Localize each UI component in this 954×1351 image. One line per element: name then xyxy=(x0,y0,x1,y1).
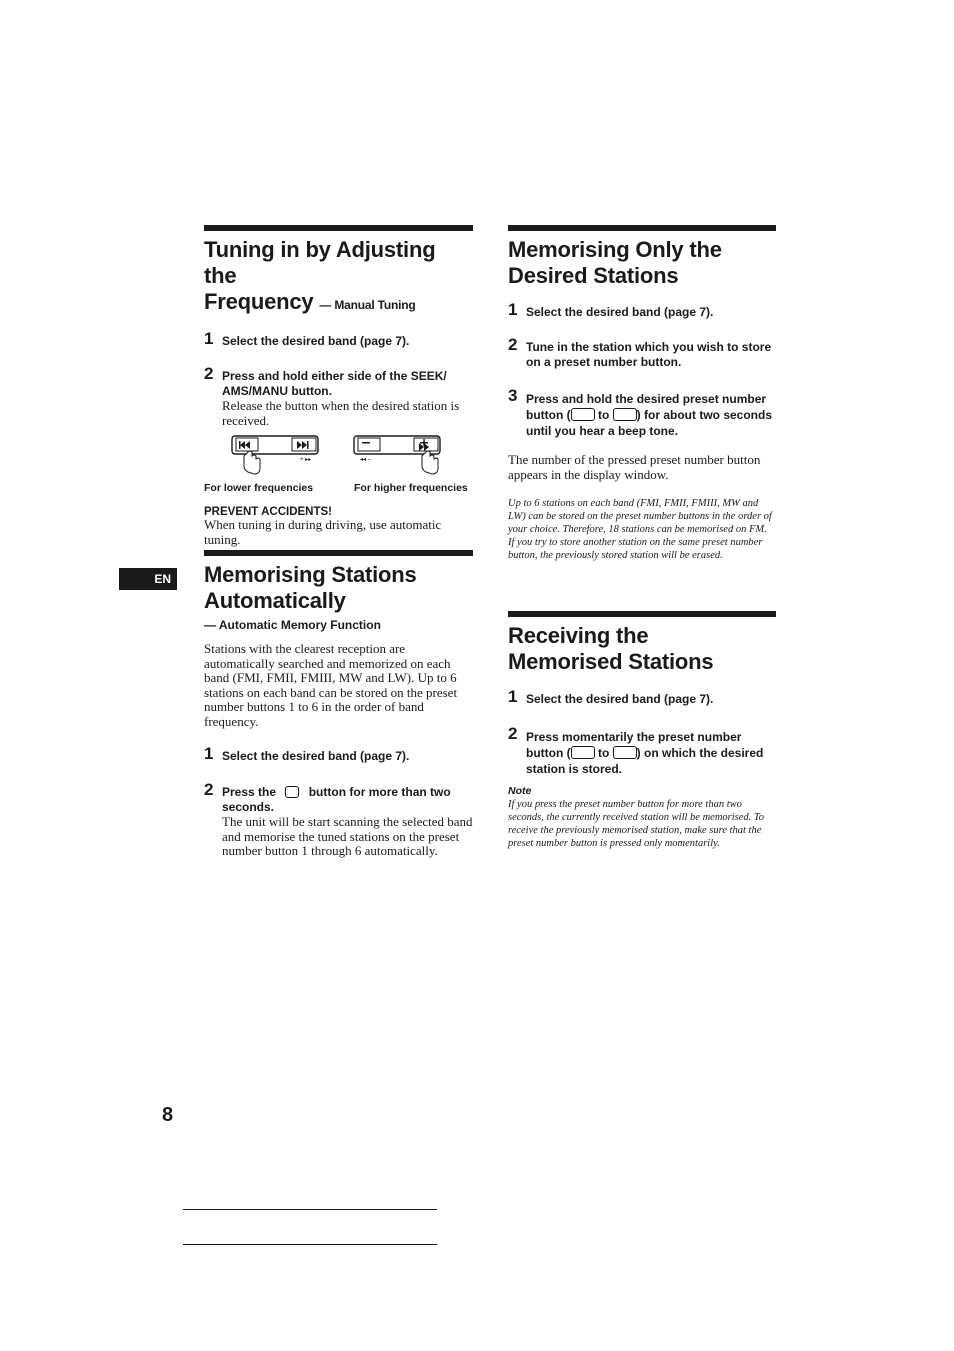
section-rule xyxy=(204,225,473,231)
step-text-b: ) on which the desired station is stored. xyxy=(526,746,764,776)
section-title: Memorising Only the Desired Stations xyxy=(508,237,722,288)
intro-text: Stations with the clearest reception are automatically searched and memorized on each band (FMI, FMII, FMIII, MW and LW). Up to 6 stations on each band can be stored on the preset number buttons 1 to 6 in the order of band frequency. xyxy=(204,641,458,729)
warning-body: When tuning in during driving, use automatic tuning. xyxy=(204,517,442,547)
step-text-b: ) for about two seconds until you hear a beep tone. xyxy=(526,408,773,438)
step-text-a: Press and hold the desired preset number button ( xyxy=(526,392,767,422)
preset-button-6-icon xyxy=(613,746,637,759)
section-title: Receiving the Memorised Stations xyxy=(508,623,714,674)
seek-illustrations xyxy=(204,434,473,482)
step-2 xyxy=(508,724,776,777)
section-manual-tuning xyxy=(204,225,473,547)
step-3 xyxy=(508,386,776,439)
step-2 xyxy=(508,335,776,370)
section-receiving xyxy=(508,611,776,850)
step-text: Select the desired band (page 7). xyxy=(222,749,410,763)
step-number: 3 xyxy=(508,386,518,405)
step-text-to: to xyxy=(598,746,610,760)
language-tab: EN xyxy=(119,568,177,590)
svg-text:◂◂ –: ◂◂ – xyxy=(360,457,372,463)
section-rule xyxy=(508,225,776,231)
note-text-2: If you try to store another station on the same preset number button, the previously stored station will be erased. xyxy=(508,537,763,561)
seek-button-left-press-icon xyxy=(230,434,322,478)
step-text: Select the desired band (page 7). xyxy=(526,692,714,706)
step-number: 1 xyxy=(204,744,214,763)
note-body: If you press the preset number button for more than two seconds, the currently received station will be memorised. To receive the previously memorised station, make sure that the preset number button is pressed only momentarily. xyxy=(508,799,765,849)
step-text-post: button for more than two seconds. xyxy=(222,785,451,814)
section-rule xyxy=(508,611,776,617)
illustration-captions xyxy=(204,482,473,496)
step-1 xyxy=(508,300,776,320)
body-text: The number of the pressed preset number button appears in the display window. xyxy=(508,452,761,482)
step-text-a: Press momentarily the preset number button ( xyxy=(526,730,742,760)
svg-text:+ ▸▸: + ▸▸ xyxy=(300,457,312,463)
step-number: 1 xyxy=(508,300,518,319)
caption-higher: For higher frequencies xyxy=(354,482,468,494)
preset-button-1-icon xyxy=(571,746,595,759)
footer-line-2 xyxy=(183,1244,437,1245)
step-2 xyxy=(204,364,473,428)
step-text: Select the desired band (page 7). xyxy=(222,334,410,348)
step-number: 2 xyxy=(508,724,518,743)
caption-lower: For lower frequencies xyxy=(204,482,314,494)
step-body: The unit will be start scanning the selected band and memorise the tuned stations on the preset number button 1 through 6 automatically. xyxy=(222,814,473,858)
step-1 xyxy=(204,329,473,349)
preset-button-1-icon xyxy=(571,408,595,421)
step-number: 2 xyxy=(204,780,214,799)
step-number: 2 xyxy=(204,364,214,383)
title-line-1: Tuning in by Adjusting the xyxy=(204,237,436,288)
step-text-to: to xyxy=(598,408,610,422)
step-text: Select the desired band (page 7). xyxy=(526,305,714,319)
step-1 xyxy=(508,687,776,707)
step-text-pre: Press the xyxy=(222,785,277,799)
preset-button-6-icon xyxy=(613,408,637,421)
step-number: 1 xyxy=(508,687,518,706)
note-title: Note xyxy=(508,785,532,797)
step-number: 2 xyxy=(508,335,518,354)
section-auto-memory xyxy=(204,550,473,859)
step-body: Release the button when the desired station is received. xyxy=(222,398,460,428)
preset-button-icon xyxy=(285,786,299,798)
step-1 xyxy=(204,744,473,764)
section-subtitle: — Manual Tuning xyxy=(319,298,416,312)
section-title xyxy=(204,237,473,318)
footer-line-1 xyxy=(183,1209,437,1210)
note-text-1: Up to 6 stations on each band (FMI, FMII, FMIII, MW and LW) can be stored on the preset number buttons in the order of your choice. Therefore, 18 stations can be memorised on FM. xyxy=(508,498,772,535)
seek-button-right-press-icon xyxy=(352,434,444,478)
section-desired-stations xyxy=(508,225,776,562)
title-line-2: Frequency xyxy=(204,289,314,314)
step-text: Press and hold either side of the SEEK/ AMS/MANU button. xyxy=(222,369,447,398)
page-number: 8 xyxy=(162,1104,174,1126)
section-title: Memorising Stations Automatically xyxy=(204,562,417,613)
section-rule xyxy=(204,550,473,556)
step-text: Tune in the station which you wish to store on a preset number button. xyxy=(526,340,772,369)
section-subtitle: — Automatic Memory Function xyxy=(204,618,381,632)
step-2 xyxy=(204,780,473,859)
step-number: 1 xyxy=(204,329,214,348)
warning-title: PREVENT ACCIDENTS! xyxy=(204,506,332,518)
